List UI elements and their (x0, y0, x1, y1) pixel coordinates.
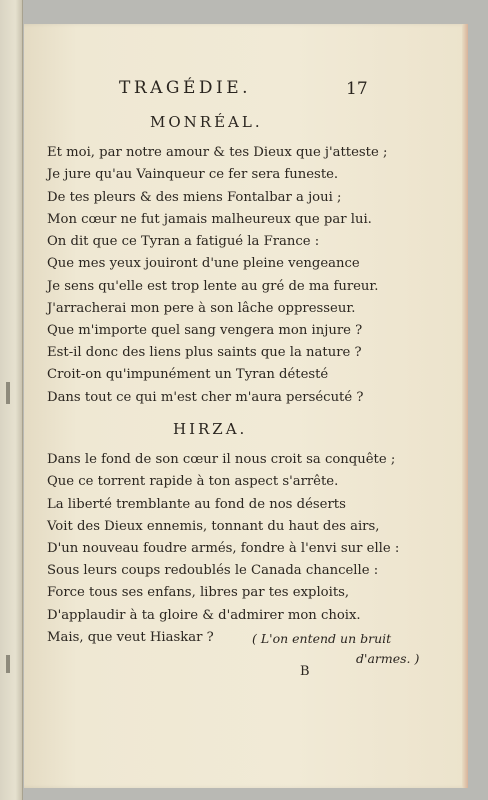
signature-mark: B (300, 664, 310, 679)
verse-line: Mon cœur ne fut jamais malheureux que par lui. (47, 212, 372, 227)
verse-line: Voit des Dieux ennemis, tonnant du haut des airs, (47, 519, 380, 534)
verse-line: Que ce torrent rapide à ton aspect s'arrête. (47, 474, 339, 489)
verse-line: Que mes yeux jouiront d'une pleine vengeance (47, 256, 360, 271)
verse-line: D'un nouveau foudre armés, fondre à l'envi sur elle : (47, 541, 400, 556)
verse-line: La liberté tremblante au fond de nos déserts (47, 497, 346, 512)
running-header: TRAGÉDIE. (119, 78, 252, 98)
previous-page-edge (0, 0, 23, 800)
verse-line: Je sens qu'elle est trop lente au gré de ma fureur. (47, 279, 379, 294)
verse-line: Sous leurs coups redoublés le Canada chancelle : (47, 563, 379, 578)
verse-line: Force tous ses enfans, libres par tes exploits, (47, 585, 350, 600)
verse-line: Dans tout ce qui m'est cher m'aura persécuté ? (47, 390, 364, 405)
verse-line: Est-il donc des liens plus saints que la nature ? (47, 345, 362, 360)
verse-line: Dans le fond de son cœur il nous croit sa conquête ; (47, 452, 396, 467)
book-page (24, 24, 468, 788)
verse-line: Et moi, par notre amour & tes Dieux que j'atteste ; (47, 145, 388, 160)
verse-line: J'arracherai mon pere à son lâche oppresseur. (47, 301, 356, 316)
verse-line: D'applaudir à ta gloire & d'admirer mon choix. (47, 608, 361, 623)
speaker-name: MONRÉAL. (150, 113, 263, 131)
stage-direction: d'armes. ) (356, 651, 420, 666)
margin-mark (6, 655, 10, 673)
verse-line: Je jure qu'au Vainqueur ce fer sera funeste. (47, 167, 339, 182)
margin-mark (6, 382, 10, 404)
speaker-name: HIRZA. (173, 420, 248, 438)
verse-line: Mais, que veut Hiaskar ? (47, 630, 214, 645)
page-edge (462, 24, 468, 788)
verse-line: Croit-on qu'impunément un Tyran détesté (47, 367, 329, 382)
stage-direction: ( L'on entend un bruit (252, 631, 392, 646)
verse-line: Que m'importe quel sang vengera mon injure ? (47, 323, 363, 338)
verse-line: De tes pleurs & des miens Fontalbar a joui ; (47, 190, 342, 205)
page-number: 17 (346, 79, 368, 99)
verse-line: On dit que ce Tyran a fatigué la France : (47, 234, 320, 249)
